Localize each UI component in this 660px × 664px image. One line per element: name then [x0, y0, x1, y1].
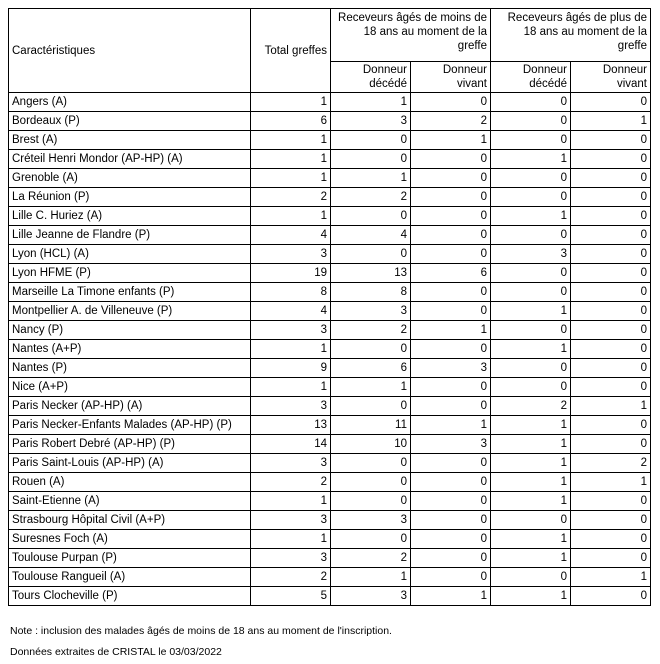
center-name-cell: Nantes (A+P) [9, 340, 251, 359]
under-18-living-cell: 0 [411, 169, 491, 188]
under-18-deceased-cell: 1 [331, 169, 411, 188]
over-18-deceased-cell: 1 [491, 302, 571, 321]
over-18-living-cell: 1 [571, 112, 651, 131]
total-grafts-cell: 1 [251, 150, 331, 169]
over-18-deceased-cell: 0 [491, 378, 571, 397]
under-18-deceased-cell: 0 [331, 397, 411, 416]
over-18-deceased-cell: 1 [491, 492, 571, 511]
table-row [9, 416, 651, 435]
over-18-living-cell: 0 [571, 378, 651, 397]
total-grafts-cell: 3 [251, 511, 331, 530]
table-row [9, 454, 651, 473]
over-18-living-cell: 0 [571, 169, 651, 188]
over-18-living-cell: 0 [571, 283, 651, 302]
under-18-deceased-cell: 0 [331, 454, 411, 473]
header-under-18-living: Donneur vivant [411, 62, 491, 93]
center-name-cell: Bordeaux (P) [9, 112, 251, 131]
center-name-cell: Paris Robert Debré (AP-HP) (P) [9, 435, 251, 454]
total-grafts-cell: 2 [251, 188, 331, 207]
over-18-living-cell: 0 [571, 207, 651, 226]
center-name-cell: Grenoble (A) [9, 169, 251, 188]
under-18-deceased-cell: 11 [331, 416, 411, 435]
table-row [9, 549, 651, 568]
under-18-living-cell: 1 [411, 321, 491, 340]
under-18-living-cell: 0 [411, 568, 491, 587]
over-18-deceased-cell: 1 [491, 530, 571, 549]
under-18-deceased-cell: 6 [331, 359, 411, 378]
under-18-deceased-cell: 0 [331, 150, 411, 169]
center-name-cell: Marseille La Timone enfants (P) [9, 283, 251, 302]
table-row [9, 150, 651, 169]
total-grafts-cell: 1 [251, 340, 331, 359]
under-18-living-cell: 0 [411, 454, 491, 473]
over-18-living-cell: 0 [571, 150, 651, 169]
center-name-cell: Montpellier A. de Villeneuve (P) [9, 302, 251, 321]
center-name-cell: Paris Necker-Enfants Malades (AP-HP) (P) [9, 416, 251, 435]
center-name-cell: Tours Clocheville (P) [9, 587, 251, 606]
under-18-deceased-cell: 4 [331, 226, 411, 245]
under-18-living-cell: 0 [411, 302, 491, 321]
center-name-cell: Lille Jeanne de Flandre (P) [9, 226, 251, 245]
table-row [9, 359, 651, 378]
total-grafts-cell: 1 [251, 169, 331, 188]
under-18-deceased-cell: 2 [331, 321, 411, 340]
under-18-deceased-cell: 0 [331, 473, 411, 492]
over-18-deceased-cell: 0 [491, 283, 571, 302]
table-row [9, 530, 651, 549]
table-row [9, 264, 651, 283]
over-18-deceased-cell: 1 [491, 340, 571, 359]
under-18-deceased-cell: 8 [331, 283, 411, 302]
under-18-deceased-cell: 1 [331, 568, 411, 587]
center-name-cell: Nancy (P) [9, 321, 251, 340]
table-row [9, 378, 651, 397]
over-18-deceased-cell: 1 [491, 435, 571, 454]
over-18-deceased-cell: 2 [491, 397, 571, 416]
center-name-cell: Lille C. Huriez (A) [9, 207, 251, 226]
total-grafts-cell: 2 [251, 568, 331, 587]
under-18-deceased-cell: 2 [331, 549, 411, 568]
over-18-deceased-cell: 0 [491, 169, 571, 188]
over-18-deceased-cell: 0 [491, 264, 571, 283]
under-18-deceased-cell: 10 [331, 435, 411, 454]
total-grafts-cell: 1 [251, 492, 331, 511]
under-18-living-cell: 0 [411, 397, 491, 416]
under-18-deceased-cell: 3 [331, 587, 411, 606]
center-name-cell: La Réunion (P) [9, 188, 251, 207]
center-name-cell: Toulouse Purpan (P) [9, 549, 251, 568]
under-18-living-cell: 0 [411, 549, 491, 568]
under-18-living-cell: 0 [411, 150, 491, 169]
under-18-living-cell: 1 [411, 416, 491, 435]
table-row [9, 131, 651, 150]
over-18-deceased-cell: 0 [491, 359, 571, 378]
over-18-deceased-cell: 0 [491, 226, 571, 245]
table-row [9, 435, 651, 454]
center-name-cell: Saint-Etienne (A) [9, 492, 251, 511]
under-18-deceased-cell: 13 [331, 264, 411, 283]
table-row [9, 568, 651, 587]
center-name-cell: Paris Saint-Louis (AP-HP) (A) [9, 454, 251, 473]
center-name-cell: Suresnes Foch (A) [9, 530, 251, 549]
over-18-living-cell: 0 [571, 226, 651, 245]
over-18-deceased-cell: 0 [491, 131, 571, 150]
over-18-deceased-cell: 1 [491, 549, 571, 568]
center-name-cell: Lyon (HCL) (A) [9, 245, 251, 264]
total-grafts-cell: 1 [251, 530, 331, 549]
over-18-deceased-cell: 1 [491, 207, 571, 226]
under-18-living-cell: 1 [411, 587, 491, 606]
over-18-deceased-cell: 1 [491, 587, 571, 606]
over-18-living-cell: 0 [571, 188, 651, 207]
over-18-living-cell: 0 [571, 264, 651, 283]
over-18-deceased-cell: 1 [491, 454, 571, 473]
total-grafts-cell: 3 [251, 397, 331, 416]
under-18-living-cell: 0 [411, 492, 491, 511]
table-row [9, 283, 651, 302]
total-grafts-cell: 8 [251, 283, 331, 302]
over-18-living-cell: 0 [571, 321, 651, 340]
total-grafts-cell: 3 [251, 454, 331, 473]
over-18-living-cell: 0 [571, 435, 651, 454]
over-18-deceased-cell: 0 [491, 321, 571, 340]
header-group-under-18: Receveurs âgés de moins de 18 ans au moment de la greffe [331, 9, 491, 62]
header-over-18-deceased: Donneur décédé [491, 62, 571, 93]
over-18-living-cell: 0 [571, 511, 651, 530]
under-18-living-cell: 0 [411, 378, 491, 397]
under-18-living-cell: 1 [411, 131, 491, 150]
table-row [9, 492, 651, 511]
over-18-living-cell: 0 [571, 131, 651, 150]
total-grafts-cell: 6 [251, 112, 331, 131]
center-name-cell: Brest (A) [9, 131, 251, 150]
center-name-cell: Paris Necker (AP-HP) (A) [9, 397, 251, 416]
table-row [9, 93, 651, 112]
table-row [9, 511, 651, 530]
header-total: Total greffes [251, 9, 331, 93]
header-characteristics: Caractéristiques [9, 9, 251, 93]
under-18-deceased-cell: 3 [331, 511, 411, 530]
over-18-living-cell: 0 [571, 416, 651, 435]
under-18-living-cell: 0 [411, 188, 491, 207]
header-over-18-living: Donneur vivant [571, 62, 651, 93]
table-row [9, 226, 651, 245]
under-18-deceased-cell: 1 [331, 93, 411, 112]
under-18-living-cell: 0 [411, 226, 491, 245]
under-18-living-cell: 0 [411, 93, 491, 112]
under-18-deceased-cell: 3 [331, 302, 411, 321]
under-18-deceased-cell: 1 [331, 378, 411, 397]
table-row [9, 587, 651, 606]
over-18-living-cell: 1 [571, 473, 651, 492]
footnote: Note : inclusion des malades âgés de moins de 18 ans au moment de l'inscription. [10, 625, 392, 637]
center-name-cell: Nantes (P) [9, 359, 251, 378]
over-18-living-cell: 0 [571, 359, 651, 378]
over-18-living-cell: 0 [571, 302, 651, 321]
under-18-living-cell: 0 [411, 283, 491, 302]
header-row-1 [9, 9, 651, 62]
over-18-deceased-cell: 0 [491, 511, 571, 530]
center-name-cell: Créteil Henri Mondor (AP-HP) (A) [9, 150, 251, 169]
under-18-deceased-cell: 0 [331, 245, 411, 264]
under-18-deceased-cell: 0 [331, 492, 411, 511]
under-18-living-cell: 0 [411, 511, 491, 530]
under-18-deceased-cell: 0 [331, 131, 411, 150]
transplant-table-container [8, 8, 651, 606]
table-row [9, 302, 651, 321]
over-18-living-cell: 0 [571, 245, 651, 264]
table-row [9, 112, 651, 131]
over-18-deceased-cell: 0 [491, 93, 571, 112]
under-18-living-cell: 0 [411, 340, 491, 359]
center-name-cell: Nice (A+P) [9, 378, 251, 397]
center-name-cell: Angers (A) [9, 93, 251, 112]
total-grafts-cell: 3 [251, 245, 331, 264]
table-body [9, 93, 651, 606]
under-18-living-cell: 6 [411, 264, 491, 283]
total-grafts-cell: 9 [251, 359, 331, 378]
over-18-deceased-cell: 1 [491, 473, 571, 492]
table-row [9, 207, 651, 226]
header-group-over-18: Receveurs âgés de plus de 18 ans au moment de la greffe [491, 9, 651, 62]
table-row [9, 321, 651, 340]
table-row [9, 340, 651, 359]
total-grafts-cell: 3 [251, 321, 331, 340]
over-18-living-cell: 1 [571, 568, 651, 587]
center-name-cell: Toulouse Rangueil (A) [9, 568, 251, 587]
table-row [9, 169, 651, 188]
over-18-deceased-cell: 0 [491, 188, 571, 207]
over-18-living-cell: 0 [571, 340, 651, 359]
total-grafts-cell: 19 [251, 264, 331, 283]
total-grafts-cell: 5 [251, 587, 331, 606]
under-18-deceased-cell: 2 [331, 188, 411, 207]
under-18-deceased-cell: 0 [331, 340, 411, 359]
over-18-deceased-cell: 0 [491, 112, 571, 131]
under-18-deceased-cell: 3 [331, 112, 411, 131]
table-row [9, 473, 651, 492]
header-under-18-deceased: Donneur décédé [331, 62, 411, 93]
over-18-deceased-cell: 1 [491, 416, 571, 435]
total-grafts-cell: 4 [251, 226, 331, 245]
under-18-living-cell: 3 [411, 359, 491, 378]
total-grafts-cell: 13 [251, 416, 331, 435]
under-18-living-cell: 0 [411, 473, 491, 492]
center-name-cell: Strasbourg Hôpital Civil (A+P) [9, 511, 251, 530]
table-row [9, 397, 651, 416]
total-grafts-cell: 1 [251, 207, 331, 226]
table-row [9, 188, 651, 207]
data-source: Données extraites de CRISTAL le 03/03/2022 [10, 646, 222, 658]
over-18-deceased-cell: 3 [491, 245, 571, 264]
over-18-living-cell: 0 [571, 549, 651, 568]
center-name-cell: Lyon HFME (P) [9, 264, 251, 283]
total-grafts-cell: 2 [251, 473, 331, 492]
table-row [9, 245, 651, 264]
transplant-table [8, 8, 651, 606]
over-18-living-cell: 0 [571, 587, 651, 606]
under-18-living-cell: 2 [411, 112, 491, 131]
over-18-deceased-cell: 1 [491, 150, 571, 169]
over-18-living-cell: 0 [571, 530, 651, 549]
under-18-living-cell: 0 [411, 530, 491, 549]
total-grafts-cell: 3 [251, 549, 331, 568]
under-18-living-cell: 0 [411, 207, 491, 226]
under-18-living-cell: 0 [411, 245, 491, 264]
total-grafts-cell: 1 [251, 378, 331, 397]
over-18-living-cell: 1 [571, 397, 651, 416]
over-18-deceased-cell: 0 [491, 568, 571, 587]
center-name-cell: Rouen (A) [9, 473, 251, 492]
total-grafts-cell: 14 [251, 435, 331, 454]
under-18-living-cell: 3 [411, 435, 491, 454]
total-grafts-cell: 1 [251, 131, 331, 150]
total-grafts-cell: 4 [251, 302, 331, 321]
under-18-deceased-cell: 0 [331, 530, 411, 549]
over-18-living-cell: 0 [571, 93, 651, 112]
over-18-living-cell: 2 [571, 454, 651, 473]
over-18-living-cell: 0 [571, 492, 651, 511]
under-18-deceased-cell: 0 [331, 207, 411, 226]
total-grafts-cell: 1 [251, 93, 331, 112]
